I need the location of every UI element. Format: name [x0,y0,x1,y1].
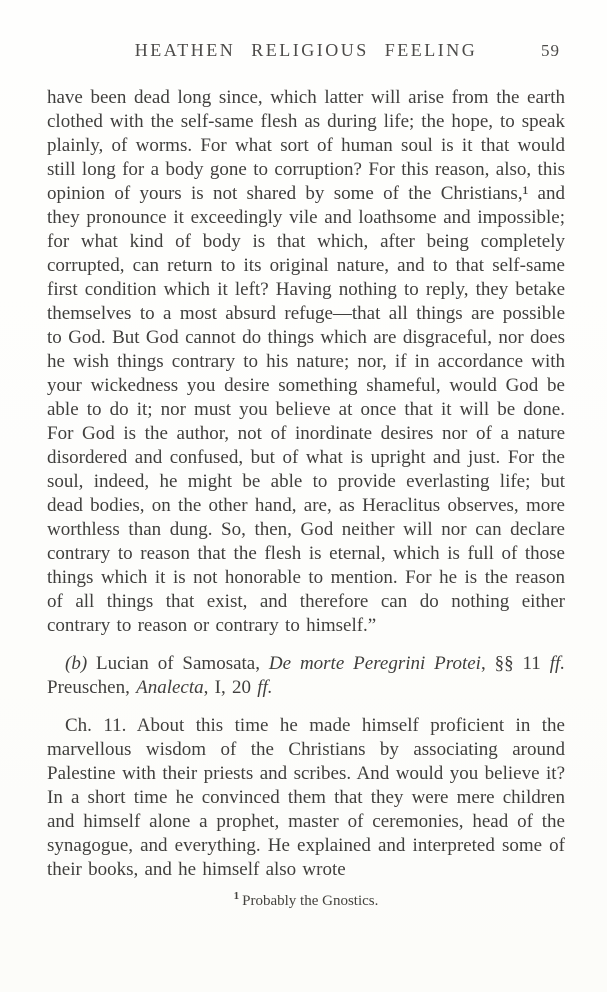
quote-paragraph: have been dead long since, which latter will arise from the earth clothed with the self-same flesh as during life; the hope, to speak plainly, of worms. For what sort of human soul is it that would still long for a body gone to corruption? For this reason, also, this opinion of yours is not shared by some of the Christians,¹ and they pronounce it exceedingly vile and loathsome and impossible; for what kind of body is that which, after being completely corrupted, can return to its original nature, and to that self-same first condition which it left? Having nothing to reply, they betake themselves to a most absurd refuge—that all things are possible to God. But God cannot do things which are disgraceful, nor does he wish things contrary to his nature; nor, if in accordance with your wickedness you desire something shameful, would God be able to do it; nor must you believe at once that it will be done. For God is the author, not of inordinate desires nor of a nature disordered and confused, but of what is upright and just. For the soul, indeed, he might be able to provide everlasting life; but dead bodies, on the other hand, are, as Heraclitus observes, more worthless than dung. So, then, God neither will nor can declare contrary to reason that the flesh is eternal, which is full of those things which it is not honorable to mention. For he is the reason of all things that exist, and therefore can do nothing either contrary to reason or contrary to himself.” [47,87,565,636]
citation-text: Preuschen, [47,677,137,698]
citation-paragraph [47,652,565,700]
footnote [47,887,565,911]
citation-analecta: Analecta [136,677,204,698]
chapter-paragraph: Ch. 11. About this time he made himself proficient in the marvellous wisdom of the Christians by associating around Palestine with their priests and scribes. And would you believe it? In a short time he convinced them that they were mere children and himself alone a prophet, master of ceremonies, head of the synagogue, and everything. He explained and interpreted some of their books, and he himself also wrote [47,715,565,880]
citation-text: , I, 20 [203,677,258,698]
citation-text: Lucian of Samosata, [87,653,269,674]
footnote-marker: 1 [233,890,240,902]
page-title: HEATHEN RELIGIOUS FEELING [134,40,478,60]
citation-ff: ff. [549,653,565,674]
book-page [47,0,565,911]
running-head [47,40,565,64]
citation-label: (b) [65,653,88,674]
page-number: 59 [541,41,560,60]
citation-text: , §§ 11 [480,653,550,674]
page-body [47,86,565,882]
footnote-text: Probably the Gnostics. [242,893,379,909]
citation-work-title: De morte Peregrini Protei [268,653,481,674]
citation-ff: ff. [257,677,273,698]
